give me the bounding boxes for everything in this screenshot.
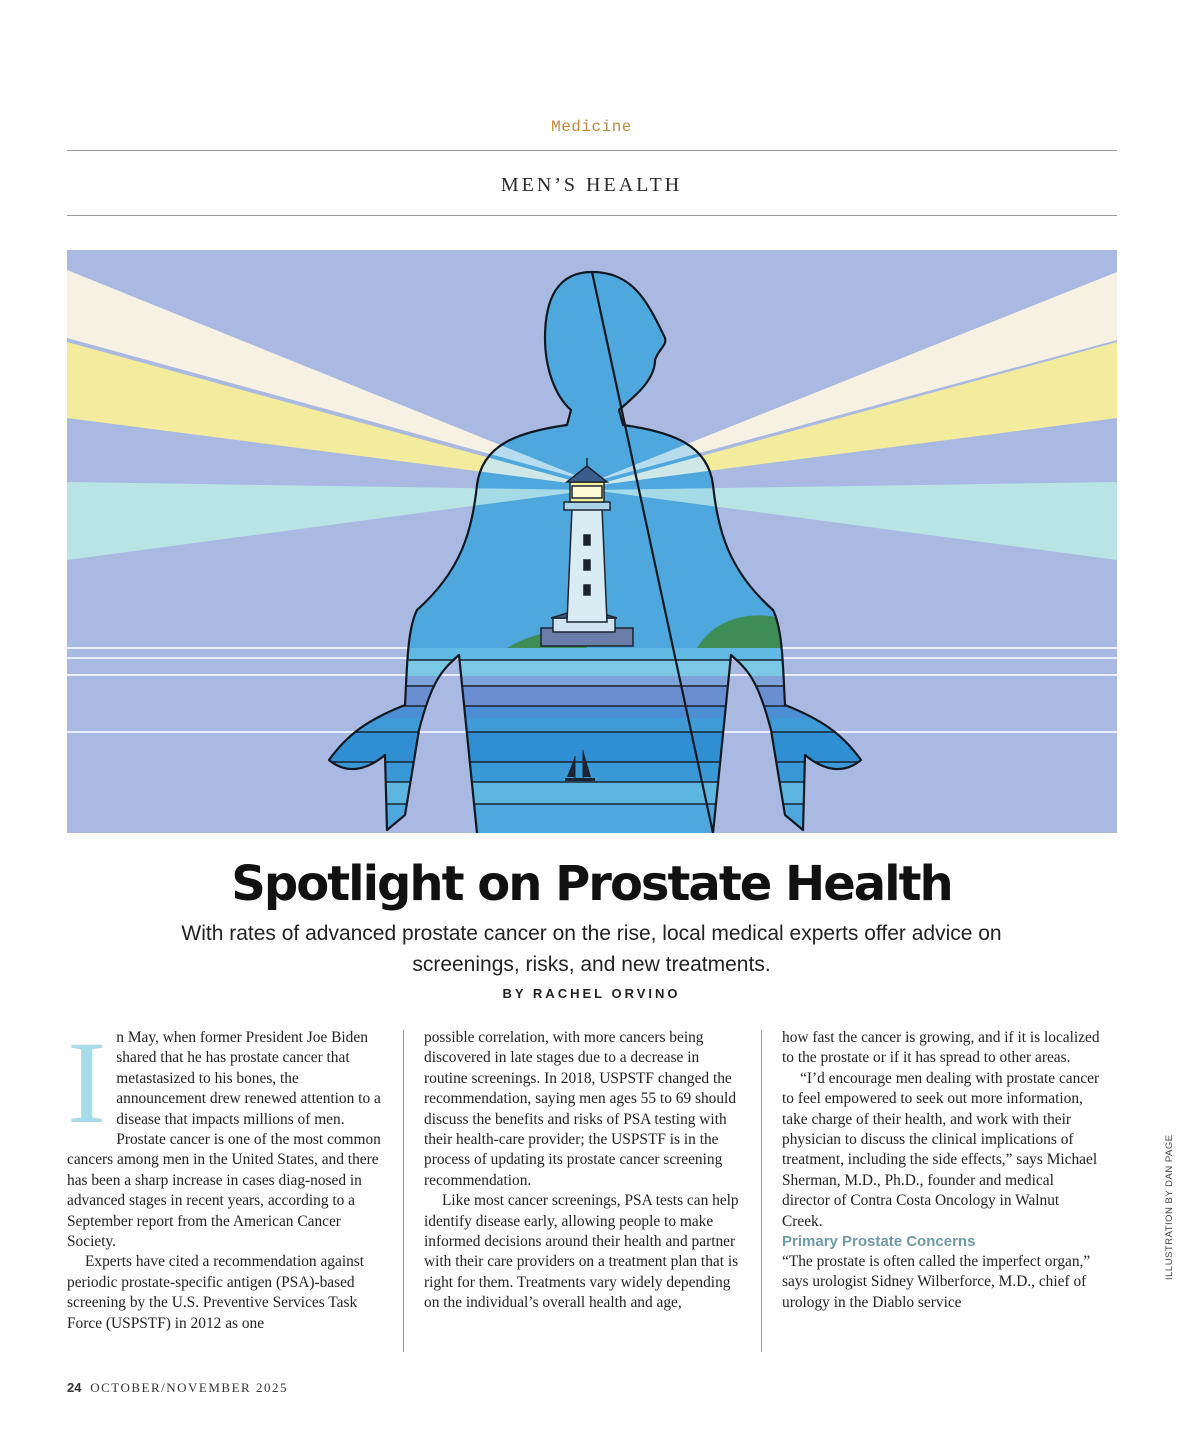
byline: BY RACHEL ORVINO bbox=[502, 986, 681, 1001]
top-rule bbox=[67, 150, 1117, 151]
article-dek: With rates of advanced prostate cancer on the rise, local medical experts offer advice on screenings, risks, and new treatments. bbox=[181, 922, 1002, 976]
body-column-2 bbox=[424, 1028, 739, 1314]
body-column-3 bbox=[782, 1028, 1100, 1313]
paragraph: “I’d encourage men dealing with prostate cancer to feel empowered to seek out more information, take charge of their health, and work with their physician to discuss the clinical implications of treatment, including the side effects,” says Michael Sherman, M.D., Ph.D., founder and medical director of Contra Costa Oncology in Walnut Creek. bbox=[782, 1069, 1100, 1230]
column-divider bbox=[403, 1030, 404, 1352]
paragraph: “The prostate is often called the imperfect organ,” says urologist Sidney Wilberforce, M.D., chief of urology in the Diablo service bbox=[782, 1253, 1091, 1311]
page-number: 24 bbox=[67, 1380, 82, 1395]
body-column-1 bbox=[67, 1017, 384, 1334]
header-rule bbox=[67, 215, 1117, 216]
paragraph: Experts have cited a recommendation against periodic prostate-specific antigen (PSA)-based screening by the U.S. Preventive Services Task Force (USPSTF) in 2012 as one bbox=[67, 1253, 365, 1332]
drop-cap: I bbox=[67, 1017, 107, 1148]
subheading: Primary Prostate Concerns bbox=[782, 1233, 976, 1251]
illustration-credit: ILLUSTRATION BY DAN PAGE bbox=[1164, 1134, 1175, 1280]
folio bbox=[67, 1380, 288, 1396]
issue-date: OCTOBER/NOVEMBER 2025 bbox=[90, 1380, 288, 1395]
paragraph: how fast the cancer is growing, and if it is localized to the prostate or if it has spread to other areas. bbox=[782, 1029, 1100, 1067]
section-label: Medicine bbox=[551, 118, 632, 136]
article-headline: Spotlight on Prostate Health bbox=[231, 856, 952, 912]
department-label: MEN’S HEALTH bbox=[500, 174, 683, 196]
paragraph: n May, when former President Joe Biden shared that he has prostate cancer that metastasized to his bones, the announcement drew renewed attention to a disease that impacts millions of men. Prostate cancer is one of the most common cancers among men in the United States, and there has been a sharp increase in cases diag-nosed in advanced stages in recent years, according to a September report from the American Cancer Society. bbox=[67, 1029, 381, 1251]
column-divider bbox=[761, 1030, 762, 1352]
lighthouse-illustration bbox=[67, 250, 1117, 833]
paragraph: possible correlation, with more cancers being discovered in late stages due to a decrease in routine screenings. In 2018, USPSTF changed the recommendation, saying men ages 55 to 69 should discuss the benefits and risks of PSA testing with their health-care provider; the USPSTF is in the process of updating its prostate cancer screening recommendation. bbox=[424, 1029, 737, 1189]
paragraph: Like most cancer screenings, PSA tests can help identify disease early, allowing people to make informed decisions around their health and partner with their care providers on a treatment plan that is right for them. Treatments vary widely depending on the individual’s overall health and age, bbox=[424, 1192, 739, 1312]
